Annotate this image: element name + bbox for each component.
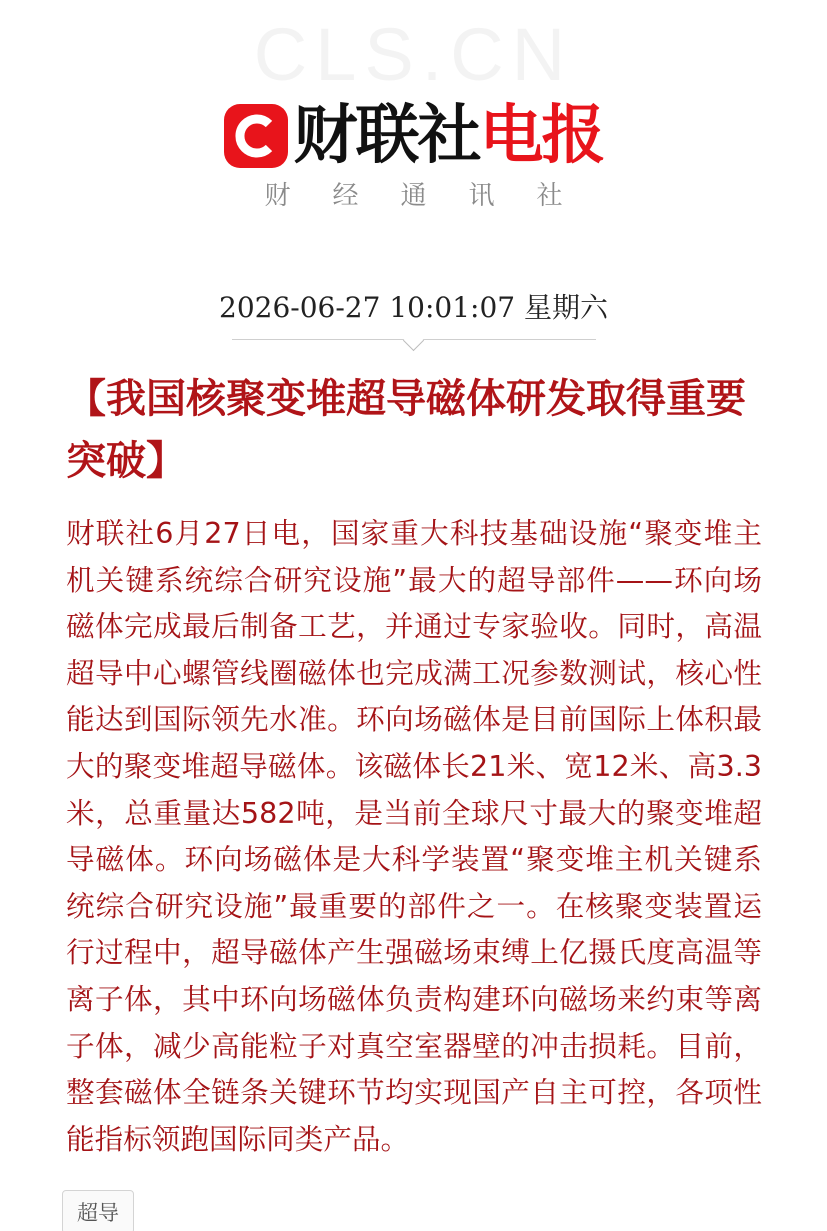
tag-chip[interactable]: 超导 [62, 1190, 134, 1231]
article-body: 财联社6月27日电，国家重大科技基础设施“聚变堆主机关键系统综合研究设施”最大的超导部件——环向场磁体完成最后制备工艺，并通过专家验收。同时，高温超导中心螺管线圈磁体也完成满工况参数测试，核心性能达到国际领先水准。环向场磁体是目前国际上体积最大的聚变堆超导磁体。该磁体长21米、宽12米、高3.3米，总重量达582吨，是当前全球尺寸最大的聚变堆超导磁体。环向场磁体是大科学装置“聚变堆主机关键系统综合研究设施”最重要的部件之一。在核聚变装置运行过程中，超导磁体产生强磁场束缚上亿摄氏度高温等离子体，其中环向场磁体负责构建环向磁场来约束等离子体，减少高能粒子对真空室器壁的冲击损耗。目前，整套磁体全链条关键环节均实现国产自主可控，各项性能指标领跑国际同类产品。 [66, 516, 762, 1156]
brand-subtitle: 财经通讯社 [264, 181, 605, 211]
logo-c-glyph-icon [224, 104, 288, 168]
article-datetime: 2026-06-27 10:01:07 星期六 [219, 291, 608, 324]
brand-name [294, 101, 604, 171]
divider-notch-icon [403, 330, 424, 351]
watermark-text: CLS.CN [253, 13, 574, 96]
brand-name-black: 财联社 [293, 99, 480, 173]
article-headline: 【我国核聚变堆超导磁体研发取得重要突破】 [66, 375, 746, 484]
brand-logo [0, 96, 827, 176]
brand-name-red: 电报 [479, 99, 604, 173]
cls-logo-icon [224, 104, 288, 168]
